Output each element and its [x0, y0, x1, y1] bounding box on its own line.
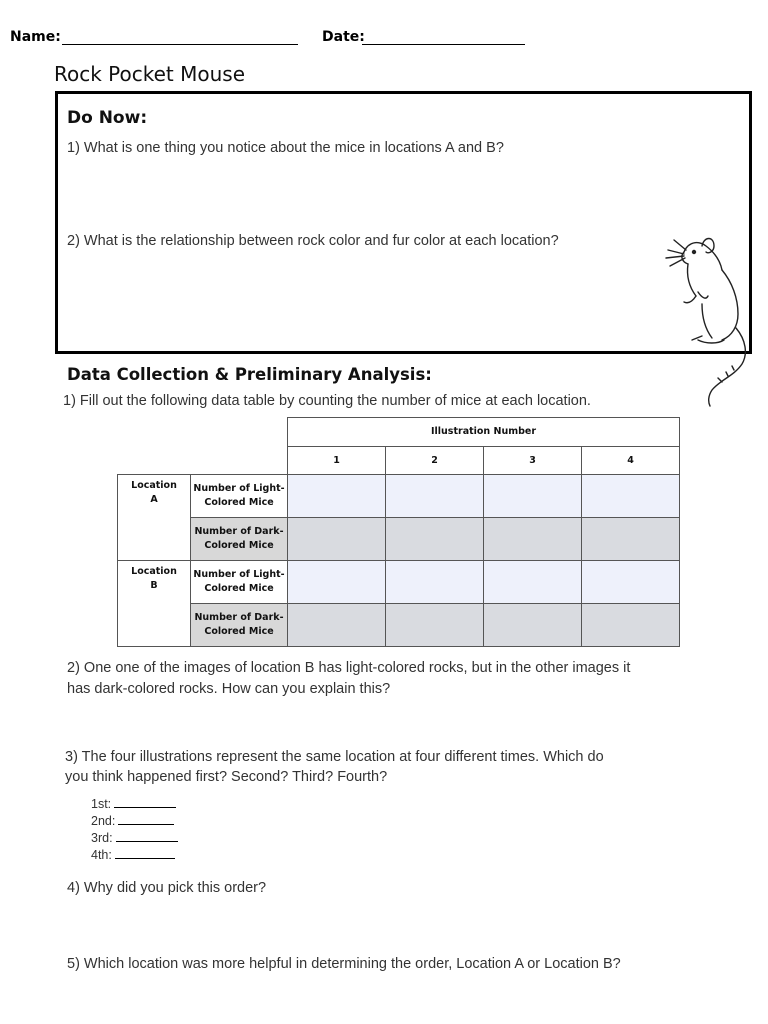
cell-a-dark-1[interactable]	[288, 518, 386, 561]
section-question-1: 1) Fill out the following data table by counting the number of mice at each location.	[63, 393, 591, 409]
column-header-1: 1	[288, 447, 386, 475]
order-item-3rd: 3rd:	[91, 830, 178, 847]
row-label-location-a: Location A	[118, 475, 191, 561]
cell-b-dark-3[interactable]	[484, 604, 582, 647]
question-2-line-2: has dark-colored rocks. How can you explain this?	[67, 681, 391, 697]
row-label-location-b: Location B	[118, 561, 191, 647]
do-now-heading: Do Now:	[67, 108, 148, 128]
cell-b-light-3[interactable]	[484, 561, 582, 604]
cell-a-dark-2[interactable]	[386, 518, 484, 561]
question-3-line-1: 3) The four illustrations represent the same location at four different times. Which do	[65, 749, 604, 765]
order-item-1st: 1st:	[91, 796, 178, 813]
cell-b-light-4[interactable]	[582, 561, 680, 604]
table-corner	[118, 447, 191, 475]
cell-a-light-1[interactable]	[288, 475, 386, 518]
order-blank-2nd[interactable]	[118, 813, 174, 825]
order-blank-3rd[interactable]	[116, 830, 178, 842]
page-title: Rock Pocket Mouse	[54, 62, 246, 86]
cell-b-light-1[interactable]	[288, 561, 386, 604]
row-label-dark-mice: Number of Dark- Colored Mice	[191, 604, 288, 647]
table-header-illustration: Illustration Number	[288, 418, 680, 447]
row-label-dark-mice: Number of Dark- Colored Mice	[191, 518, 288, 561]
cell-b-dark-4[interactable]	[582, 604, 680, 647]
do-now-question-1: 1) What is one thing you notice about the mice in locations A and B?	[67, 140, 504, 156]
order-blank-4th[interactable]	[115, 847, 175, 859]
name-field[interactable]	[62, 44, 298, 45]
mouse-sketch-icon	[662, 232, 757, 412]
question-4: 4) Why did you pick this order?	[67, 880, 267, 896]
cell-a-dark-3[interactable]	[484, 518, 582, 561]
cell-a-light-3[interactable]	[484, 475, 582, 518]
do-now-question-2: 2) What is the relationship between rock color and fur color at each location?	[67, 233, 559, 249]
column-header-4: 4	[582, 447, 680, 475]
question-5: 5) Which location was more helpful in determining the order, Location A or Location B?	[67, 956, 621, 972]
cell-b-light-2[interactable]	[386, 561, 484, 604]
date-label: Date:	[322, 29, 365, 45]
order-list	[91, 796, 178, 864]
order-blank-1st[interactable]	[114, 796, 176, 808]
data-table	[117, 417, 680, 647]
name-label: Name:	[10, 29, 61, 45]
section-heading: Data Collection & Preliminary Analysis:	[67, 365, 432, 384]
table-corner	[118, 418, 191, 447]
question-3-line-2: you think happened first? Second? Third? Fourth?	[65, 769, 388, 785]
order-item-4th: 4th:	[91, 847, 178, 864]
column-header-3: 3	[484, 447, 582, 475]
row-label-light-mice: Number of Light- Colored Mice	[191, 475, 288, 518]
cell-b-dark-2[interactable]	[386, 604, 484, 647]
table-corner	[191, 447, 288, 475]
question-2-line-1: 2) One one of the images of location B has light-colored rocks, but in the other images it	[67, 660, 631, 676]
do-now-box	[55, 91, 752, 354]
date-field[interactable]	[362, 44, 525, 45]
row-label-light-mice: Number of Light- Colored Mice	[191, 561, 288, 604]
cell-a-light-2[interactable]	[386, 475, 484, 518]
column-header-2: 2	[386, 447, 484, 475]
cell-b-dark-1[interactable]	[288, 604, 386, 647]
order-item-2nd: 2nd:	[91, 813, 178, 830]
cell-a-light-4[interactable]	[582, 475, 680, 518]
table-corner	[191, 418, 288, 447]
cell-a-dark-4[interactable]	[582, 518, 680, 561]
